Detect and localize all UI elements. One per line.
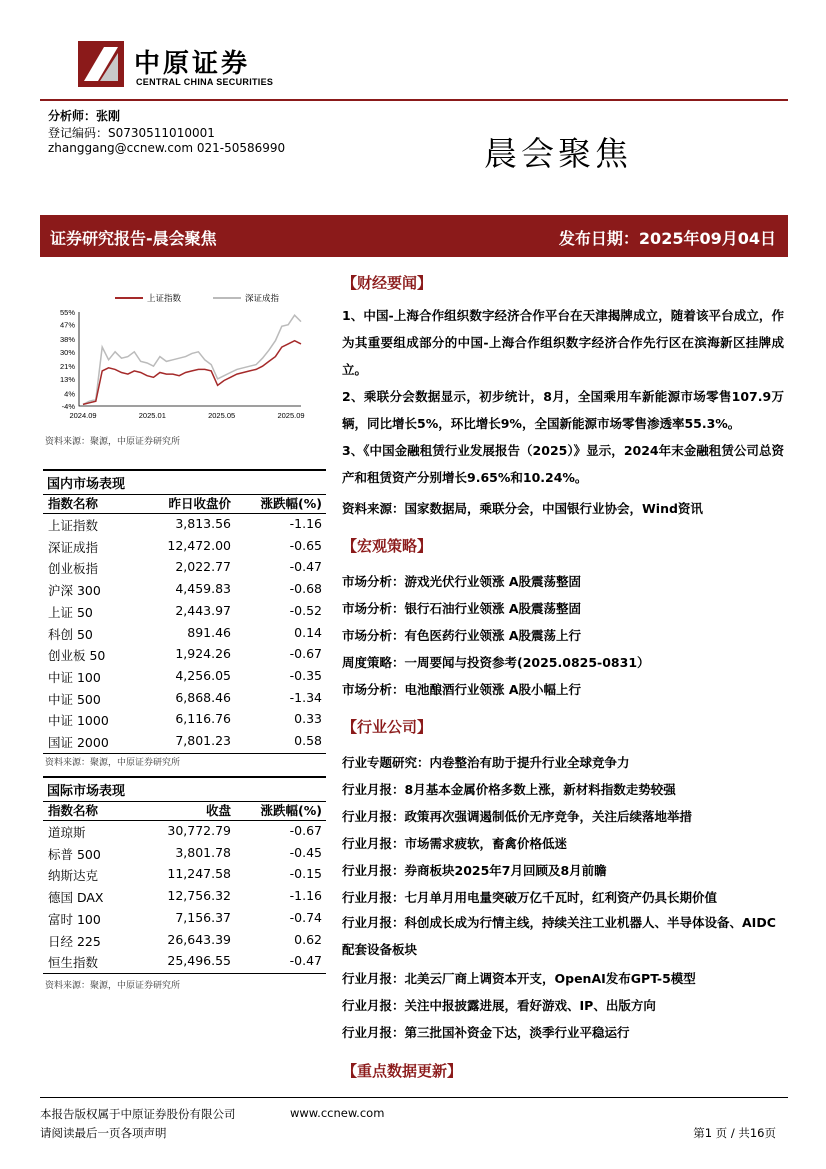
table-cell: 创业板 50 bbox=[48, 648, 106, 664]
table-cell: -0.47 bbox=[289, 953, 322, 969]
x-tick-label: 2024.09 bbox=[69, 411, 97, 420]
table-cell: 11,247.58 bbox=[167, 866, 231, 882]
table-cell: 7,801.23 bbox=[175, 733, 231, 748]
table-cell: 2,022.77 bbox=[175, 559, 231, 575]
table-row bbox=[43, 687, 326, 709]
table-cell: 中证 100 bbox=[48, 669, 101, 685]
column-header: 昨日收盘价 bbox=[168, 496, 231, 511]
x-tick-label: 2025.09 bbox=[277, 411, 305, 420]
y-tick-label: -4% bbox=[61, 402, 75, 411]
y-tick-label: 21% bbox=[59, 362, 75, 372]
column-header: 涨跌幅(%) bbox=[260, 496, 322, 511]
domestic-table-source: 资料来源：聚源，中原证券研究所 bbox=[45, 758, 181, 768]
table-cell: -0.52 bbox=[289, 602, 322, 618]
table-row bbox=[43, 535, 326, 557]
list-item[interactable]: 行业月报：北美云厂商上调资本开支，OpenAI发布GPT-5模型 bbox=[342, 971, 696, 986]
table-cell: 0.14 bbox=[294, 624, 322, 640]
column-header: 指数名称 bbox=[48, 496, 99, 511]
table-cell: 0.62 bbox=[294, 931, 322, 947]
table-cell: 0.33 bbox=[294, 711, 322, 727]
table-cell: 上证指数 bbox=[48, 518, 99, 533]
x-tick-label: 2025.01 bbox=[138, 411, 166, 420]
finance-news-1: 1、中国-上海合作组织数字经济合作平台在天津揭牌成立，随着该平台成立，作为其重要组成部分的中国-上海合作组织数字经济合作先行区在滨海新区挂牌成立。 bbox=[342, 308, 784, 377]
table-cell: -0.67 bbox=[289, 646, 322, 662]
international-table-source: 资料来源：聚源，中原证券研究所 bbox=[45, 981, 181, 991]
y-tick-label: 4% bbox=[64, 389, 75, 399]
table-cell: -1.34 bbox=[289, 689, 322, 705]
company-logo-mark bbox=[78, 41, 124, 87]
company-logo-english: CENTRAL CHINA SECURITIES bbox=[136, 77, 274, 87]
list-item[interactable]: 行业月报：8月基本金属价格多数上涨，新材料指数走势较强 bbox=[342, 782, 676, 797]
table-cell: 4,459.83 bbox=[175, 581, 231, 597]
list-item[interactable]: 市场分析：银行石油行业领涨 A股震荡整固 bbox=[342, 601, 582, 616]
table-row bbox=[43, 950, 326, 972]
table-cell: 纳斯达克 bbox=[48, 868, 99, 884]
table-cell: 7,156.37 bbox=[175, 909, 231, 925]
y-tick-label: 13% bbox=[59, 374, 75, 384]
table-cell: 深证成指 bbox=[48, 539, 99, 555]
table-cell: 26,643.39 bbox=[167, 931, 231, 947]
list-item[interactable]: 市场分析：游戏光伏行业领涨 A股震荡整固 bbox=[342, 574, 582, 589]
table-cell: 0.58 bbox=[294, 733, 322, 748]
report-type: 证券研究报告-晨会聚焦 bbox=[50, 229, 217, 248]
analyst-contact: zhanggang@ccnew.com 021-50586990 bbox=[48, 141, 286, 155]
column-header: 涨跌幅(%) bbox=[260, 803, 322, 818]
footer-page-number: 第1 页 / 共16页 bbox=[693, 1126, 776, 1140]
table-cell: 6,868.46 bbox=[175, 689, 231, 705]
list-item[interactable]: 行业月报：七月单月用电量突破万亿千瓦时，红利资产仍具长期价值 bbox=[342, 890, 718, 905]
table-row bbox=[43, 578, 326, 600]
table-cell: 德国 DAX bbox=[48, 890, 104, 906]
domestic-table-header bbox=[43, 491, 326, 514]
list-item[interactable]: 行业月报：政策再次强调遏制低价无序竞争，关注后续落地举措 bbox=[342, 809, 693, 824]
table-cell: 科创 50 bbox=[48, 626, 93, 642]
table-row bbox=[43, 556, 326, 578]
table-cell: 标普 500 bbox=[48, 846, 101, 862]
section-title-industry: 【行业公司】 bbox=[342, 718, 433, 736]
table-cell: 3,801.78 bbox=[175, 844, 231, 860]
column-header: 收盘 bbox=[205, 803, 231, 818]
table-cell: 日经 225 bbox=[48, 933, 101, 949]
y-tick-label: 55% bbox=[59, 308, 75, 317]
register-code: 登记编码：S0730511010001 bbox=[48, 126, 215, 140]
table-cell: -0.74 bbox=[289, 909, 322, 925]
table-bottom-rule bbox=[43, 753, 326, 754]
international-table-header bbox=[43, 798, 326, 821]
table-cell: -0.35 bbox=[289, 667, 322, 683]
table-cell: -0.47 bbox=[289, 559, 322, 575]
column-header: 指数名称 bbox=[48, 803, 99, 818]
section-title-data: 【重点数据更新】 bbox=[342, 1062, 463, 1080]
table-row bbox=[43, 907, 326, 929]
list-item[interactable]: 行业月报：券商板块2025年7月回顾及8月前瞻 bbox=[342, 863, 607, 878]
finance-news-3: 3、《中国金融租赁行业发展报告（2025）》显示，2024年末金融租赁公司总资产和租赁资产分别增长9.65%和10.24%。 bbox=[342, 443, 784, 485]
table-cell: 6,116.76 bbox=[175, 711, 231, 727]
table-row bbox=[43, 885, 326, 907]
section-title-macro: 【宏观策略】 bbox=[342, 537, 433, 555]
table-cell: 沪深 300 bbox=[48, 583, 101, 599]
footer-copyright: 本报告版权属于中原证券股份有限公司 bbox=[40, 1107, 236, 1121]
index-trend-chart bbox=[43, 290, 323, 430]
chart-source: 资料来源：聚源，中原证券研究所 bbox=[45, 437, 181, 447]
footer-website[interactable]: www.ccnew.com bbox=[290, 1106, 385, 1120]
table-cell: 2,443.97 bbox=[175, 602, 231, 618]
table-row bbox=[43, 929, 326, 951]
report-title: 晨会聚焦 bbox=[484, 134, 632, 173]
finance-source: 资料来源：国家数据局，乘联分会，中国银行业协会，Wind资讯 bbox=[342, 501, 703, 516]
legend-label: 深证成指 bbox=[245, 294, 280, 304]
footer-divider bbox=[40, 1097, 788, 1098]
table-cell: 1,924.26 bbox=[175, 646, 231, 662]
table-cell: -0.65 bbox=[289, 537, 322, 553]
table-cell: -1.16 bbox=[289, 516, 322, 531]
table-cell: -0.15 bbox=[289, 866, 322, 882]
table-cell: -0.68 bbox=[289, 581, 322, 597]
chart-axes bbox=[79, 312, 301, 406]
list-item[interactable]: 行业月报：关注中报披露进展，看好游戏、IP、出版方向 bbox=[342, 998, 656, 1013]
table-bottom-rule bbox=[43, 973, 326, 974]
table-row bbox=[43, 730, 326, 752]
table-cell: -1.16 bbox=[289, 888, 322, 904]
table-cell: 国证 2000 bbox=[48, 735, 109, 750]
table-cell: -0.67 bbox=[289, 823, 322, 838]
analyst-name: 分析师：张刚 bbox=[48, 109, 121, 123]
footer-disclaimer: 请阅读最后一页各项声明 bbox=[40, 1126, 167, 1140]
publish-date: 发布日期：2025年09月04日 bbox=[558, 229, 776, 248]
table-row bbox=[43, 513, 326, 535]
y-tick-label: 38% bbox=[59, 335, 75, 345]
table-cell: 创业板指 bbox=[48, 561, 99, 577]
table-row bbox=[43, 863, 326, 885]
report-banner bbox=[40, 215, 788, 257]
table-row bbox=[43, 600, 326, 622]
y-tick-label: 30% bbox=[59, 347, 75, 357]
table-cell: 恒生指数 bbox=[48, 955, 99, 971]
y-tick-label: 47% bbox=[59, 320, 75, 330]
section-title-finance: 【财经要闻】 bbox=[342, 274, 433, 292]
table-row bbox=[43, 842, 326, 864]
table-row bbox=[43, 643, 326, 665]
list-item[interactable]: 行业月报：科创成长成为行情主线，持续关注工业机器人、半导体设备、AIDC配套设备板块 bbox=[342, 915, 776, 957]
x-tick-label: 2025.05 bbox=[208, 411, 236, 420]
table-cell: 4,256.05 bbox=[175, 667, 231, 683]
table-cell: 891.46 bbox=[187, 624, 231, 640]
table-cell: 25,496.55 bbox=[167, 953, 231, 969]
list-item[interactable]: 周度策略：一周要闻与投资参考(2025.0825-0831） bbox=[342, 655, 650, 670]
table-cell: 3,813.56 bbox=[175, 516, 231, 531]
table-row bbox=[43, 622, 326, 644]
company-logo-name: 中原证券 bbox=[134, 49, 251, 79]
table-cell: 上证 50 bbox=[48, 604, 93, 620]
list-item[interactable]: 行业专题研究：内卷整治有助于提升行业全球竞争力 bbox=[342, 755, 630, 770]
table-cell: 12,756.32 bbox=[167, 888, 231, 904]
table-row bbox=[43, 665, 326, 687]
list-item[interactable]: 行业月报：第三批国补资金下达，淡季行业平稳运行 bbox=[342, 1025, 630, 1040]
table-cell: 中证 1000 bbox=[48, 713, 109, 729]
series-line-shenzhen bbox=[83, 315, 301, 404]
domestic-table-title: 国内市场表现 bbox=[43, 469, 326, 495]
international-table-title: 国际市场表现 bbox=[43, 776, 326, 802]
table-row bbox=[43, 708, 326, 730]
table-row bbox=[43, 820, 326, 842]
table-cell: 12,472.00 bbox=[167, 537, 231, 553]
list-item[interactable]: 市场分析：电池酿酒行业领涨 A股小幅上行 bbox=[342, 682, 582, 697]
list-item[interactable]: 市场分析：有色医药行业领涨 A股震荡上行 bbox=[342, 628, 582, 643]
list-item[interactable]: 行业月报：市场需求疲软，畜禽价格低迷 bbox=[342, 836, 568, 851]
table-cell: 富时 100 bbox=[48, 911, 101, 927]
table-cell: 30,772.79 bbox=[167, 823, 231, 838]
header-divider bbox=[40, 99, 788, 101]
legend-label: 上证指数 bbox=[147, 294, 182, 304]
table-cell: -0.45 bbox=[289, 844, 322, 860]
table-cell: 道琼斯 bbox=[48, 825, 86, 840]
table-cell: 中证 500 bbox=[48, 691, 101, 707]
finance-news-2: 2、乘联分会数据显示，初步统计，8月，全国乘用车新能源市场零售107.9万辆，同比增长5%，环比增长9%，全国新能源市场零售渗透率55.3%。 bbox=[342, 389, 784, 431]
